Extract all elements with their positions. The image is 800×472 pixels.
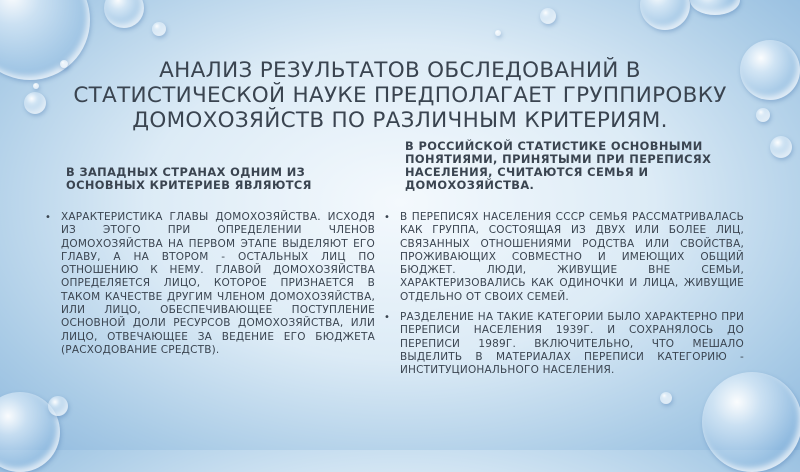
- water-drop-decoration: [660, 392, 672, 404]
- water-drop-decoration: [152, 22, 166, 36]
- bullet-text: РАЗДЕЛЕНИЕ НА ТАКИЕ КАТЕГОРИИ БЫЛО ХАРАКТЕРНО ПРИ ПЕРЕПИСИ НАСЕЛЕНИЯ 1939Г. И СОХРАНЯЛОСЬ ДО ПЕРЕПИСИ 1989Г. ВКЛЮЧИТЕЛЬНО, ЧТО МЕШАЛО ВЫДЕЛИТЬ В МАТЕРИАЛАХ ПЕРЕПИСИ КАТЕГОРИЮ - ИНСТИТУЦИОНАЛЬНОГО НАСЕЛЕНИЯ.: [400, 311, 744, 377]
- bullet-icon: •: [384, 312, 391, 324]
- water-drop-decoration: [48, 396, 68, 416]
- water-drop-decoration: [33, 83, 39, 89]
- right-column-heading: В РОССИЙСКОЙ СТАТИСТИКЕ ОСНОВНЫМИ ПОНЯТИЯМИ, ПРИНЯТЫМИ ПРИ ПЕРЕПИСЯХ НАСЕЛЕНИЯ, СЧИТАЮТСЯ СЕМЬЯ И ДОМОХОЗЯЙСТВА.: [405, 139, 712, 192]
- left-column-body: [45, 211, 375, 364]
- bullet-item: [384, 211, 744, 304]
- water-drop-decoration: [740, 40, 800, 100]
- bullet-text: В ПЕРЕПИСЯХ НАСЕЛЕНИЯ СССР СЕМЬЯ РАССМАТРИВАЛАСЬ КАК ГРУППА, СОСТОЯЩАЯ ИЗ ДВУХ ИЛИ БОЛЕЕ ЛИЦ, СВЯЗАННЫХ ОТНОШЕНИЯМИ РОДСТВА ИЛИ СВОЙСТВА, ПРОЖИВАЮЩИХ СОВМЕСТНО И ИМЕЮЩИХ ОБЩИЙ БЮДЖЕТ. ЛЮДИ, ЖИВУЩИЕ ВНЕ СЕМЬИ, ХАРАКТЕРИЗОВАЛИСЬ КАК ОДИНОЧКИ И ЛИЦА, ЖИВУЩИЕ ОТДЕЛЬНО ОТ СВОИХ СЕМЕЙ.: [400, 211, 744, 303]
- slide-title: АНАЛИЗ РЕЗУЛЬТАТОВ ОБСЛЕДОВАНИЙ В СТАТИСТИЧЕСКОЙ НАУКЕ ПРЕДПОЛАГАЕТ ГРУППИРОВКУ ДОМОХОЗЯЙСТВ ПО РАЗЛИЧНЫМ КРИТЕРИЯМ.: [73, 58, 727, 133]
- bullet-item: [384, 311, 744, 377]
- water-drop-decoration: [540, 8, 556, 24]
- bullet-item: [45, 211, 375, 357]
- water-drop-decoration: [24, 92, 46, 114]
- water-drop-decoration: [640, 0, 690, 30]
- water-drop-decoration: [756, 108, 770, 122]
- water-drop-decoration: [104, 0, 144, 28]
- bullet-text: ХАРАКТЕРИСТИКА ГЛАВЫ ДОМОХОЗЯЙСТВА. ИСХОДЯ ИЗ ЭТОГО ПРИ ОПРЕДЕЛЕНИИ ЧЛЕНОВ ДОМОХОЗЯЙСТВА НА ПЕРВОМ ЭТАПЕ ВЫДЕЛЯЮТ ЕГО ГЛАВУ, А НА ВТОРОМ - ОСТАЛЬНЫХ ЛИЦ ПО ОТНОШЕНИЮ К НЕМУ. ГЛАВОЙ ДОМОХОЗЯЙСТВА ОПРЕДЕЛЯЕТСЯ ЛИЦО, КОТОРОЕ ПРИЗНАЕТСЯ В ТАКОМ КАЧЕСТВЕ ДРУГИМ ЧЛЕНОМ ДОМОХОЗЯЙСТВА, ИЛИ ЛИЦО, ОБЕСПЕЧИВАЮЩЕЕ ПОСТУПЛЕНИЕ ОСНОВНОЙ ДОЛИ РЕСУРСОВ ДОМОХОЗЯЙСТВА, ИЛИ ЛИЦО, ОТВЕЧАЮЩЕЕ ЗА ВЕДЕНИЕ ЕГО БЮДЖЕТА (РАСХОДОВАНИЕ СРЕДСТВ).: [61, 211, 375, 356]
- bullet-icon: •: [45, 212, 52, 223]
- water-drop-decoration: [690, 0, 740, 15]
- left-column-heading: В ЗАПАДНЫХ СТРАНАХ ОДНИМ ИЗ ОСНОВНЫХ КРИТЕРИЕВ ЯВЛЯЮТСЯ: [66, 165, 312, 192]
- right-column-body: [384, 211, 744, 385]
- water-drop-decoration: [770, 136, 792, 158]
- water-drop-decoration: [702, 372, 800, 472]
- water-drop-decoration: [495, 30, 501, 36]
- bullet-icon: •: [384, 212, 391, 223]
